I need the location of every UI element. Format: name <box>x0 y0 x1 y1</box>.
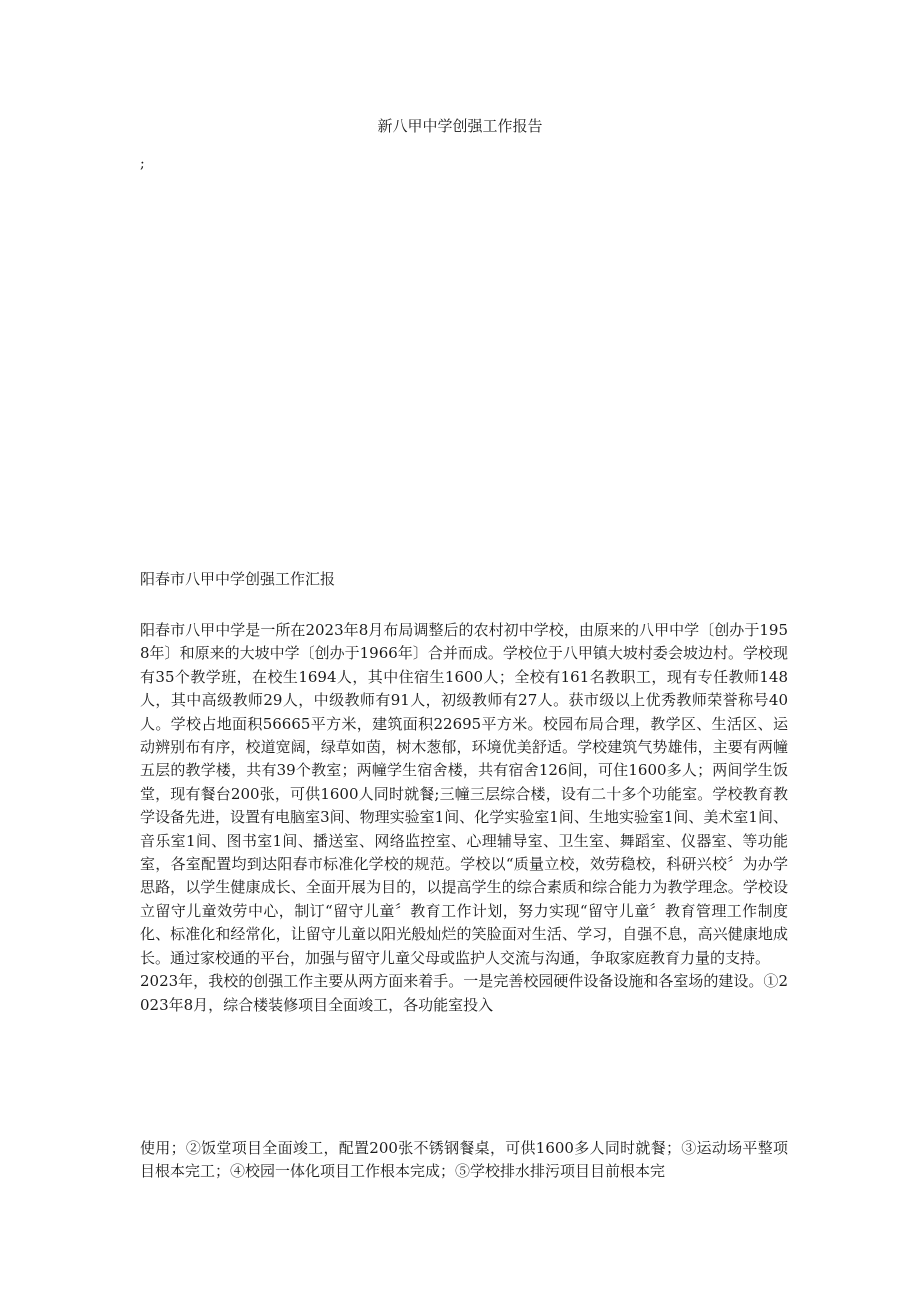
body-text-block-continued <box>140 1137 788 1184</box>
paragraph-projects: 使用；②饭堂项目全面竣工，配置200张不锈钢餐桌，可供1600多人同时就餐；③运动场平整项目根本完工；④校园一体化项目工作根本完成；⑤学校排水排污项目目前根本完 <box>140 1139 788 1181</box>
body-text-block <box>140 619 788 1017</box>
document-title: 新八甲中学创强工作报告 <box>377 117 543 135</box>
paragraph-school-overview: 阳春市八甲中学是一所在2023年8月布局调整后的农村初中学校，由原来的八甲中学〔创办于1958年〕和原来的大坡中学〔创办于1966年〕合并而成。学校位于八甲镇大坡村委会坡边村。学校现有35个教学班，在校生1694人，其中住宿生1600人；全校有161名教职工，现有专任教师148人，其中高级教师29人，中级教师有91人，初级教师有27人。获市级以上优秀教师荣誉称号40人。学校占地面积56665平方米，建筑面积22695平方米。校园布局合理，教学区、生活区、运动辨别布有序，校道宽阔，绿草如茵，树木葱郁，环境优美舒适。学校建筑气势雄伟，主要有两幢五层的教学楼，共有39个教室；两幢学生宿舍楼，共有宿舍126间，可住1600多人；两间学生饭堂，现有餐台200张，可供1600人同时就餐;三幢三层综合楼，设有二十多个功能室。学校教育教学设备先进，设置有电脑室3间、物理实验室1间、化学实验室1间、生地实验室1间、美术室1间、音乐室1间、图书室1间、播送室、网络监控室、心理辅导室、卫生室、舞蹈室、仪器室、等功能室，各室配置均到达阳春市标准化学校的规范。学校以“质量立校，效劳稳校，科研兴校〞为办学思路，以学生健康成长、全面开展为目的，以提高学生的综合素质和综合能力为教学理念。学校设立留守儿童效劳中心，制订“留守儿童〞教育工作计划，努力实现“留守儿童〞教育管理工作制度化、标准化和经常化，让留守儿童以阳光般灿烂的笑脸面对生活、学习，自强不息，高兴健康地成长。通过家校通的平台，加强与留守儿童父母或监护人交流与沟通，争取家庭教育力量的支持。 <box>140 621 788 967</box>
paragraph-work-summary: 2023年，我校的创强工作主要从两方面来着手。一是完善校园硬件设备设施和各室场的建设。①2023年8月，综合楼装修项目全面竣工，各功能室投入 <box>140 972 788 1014</box>
report-subtitle: 阳春市八甲中学创强工作汇报 <box>140 570 336 588</box>
stray-semicolon: ; <box>140 156 145 172</box>
